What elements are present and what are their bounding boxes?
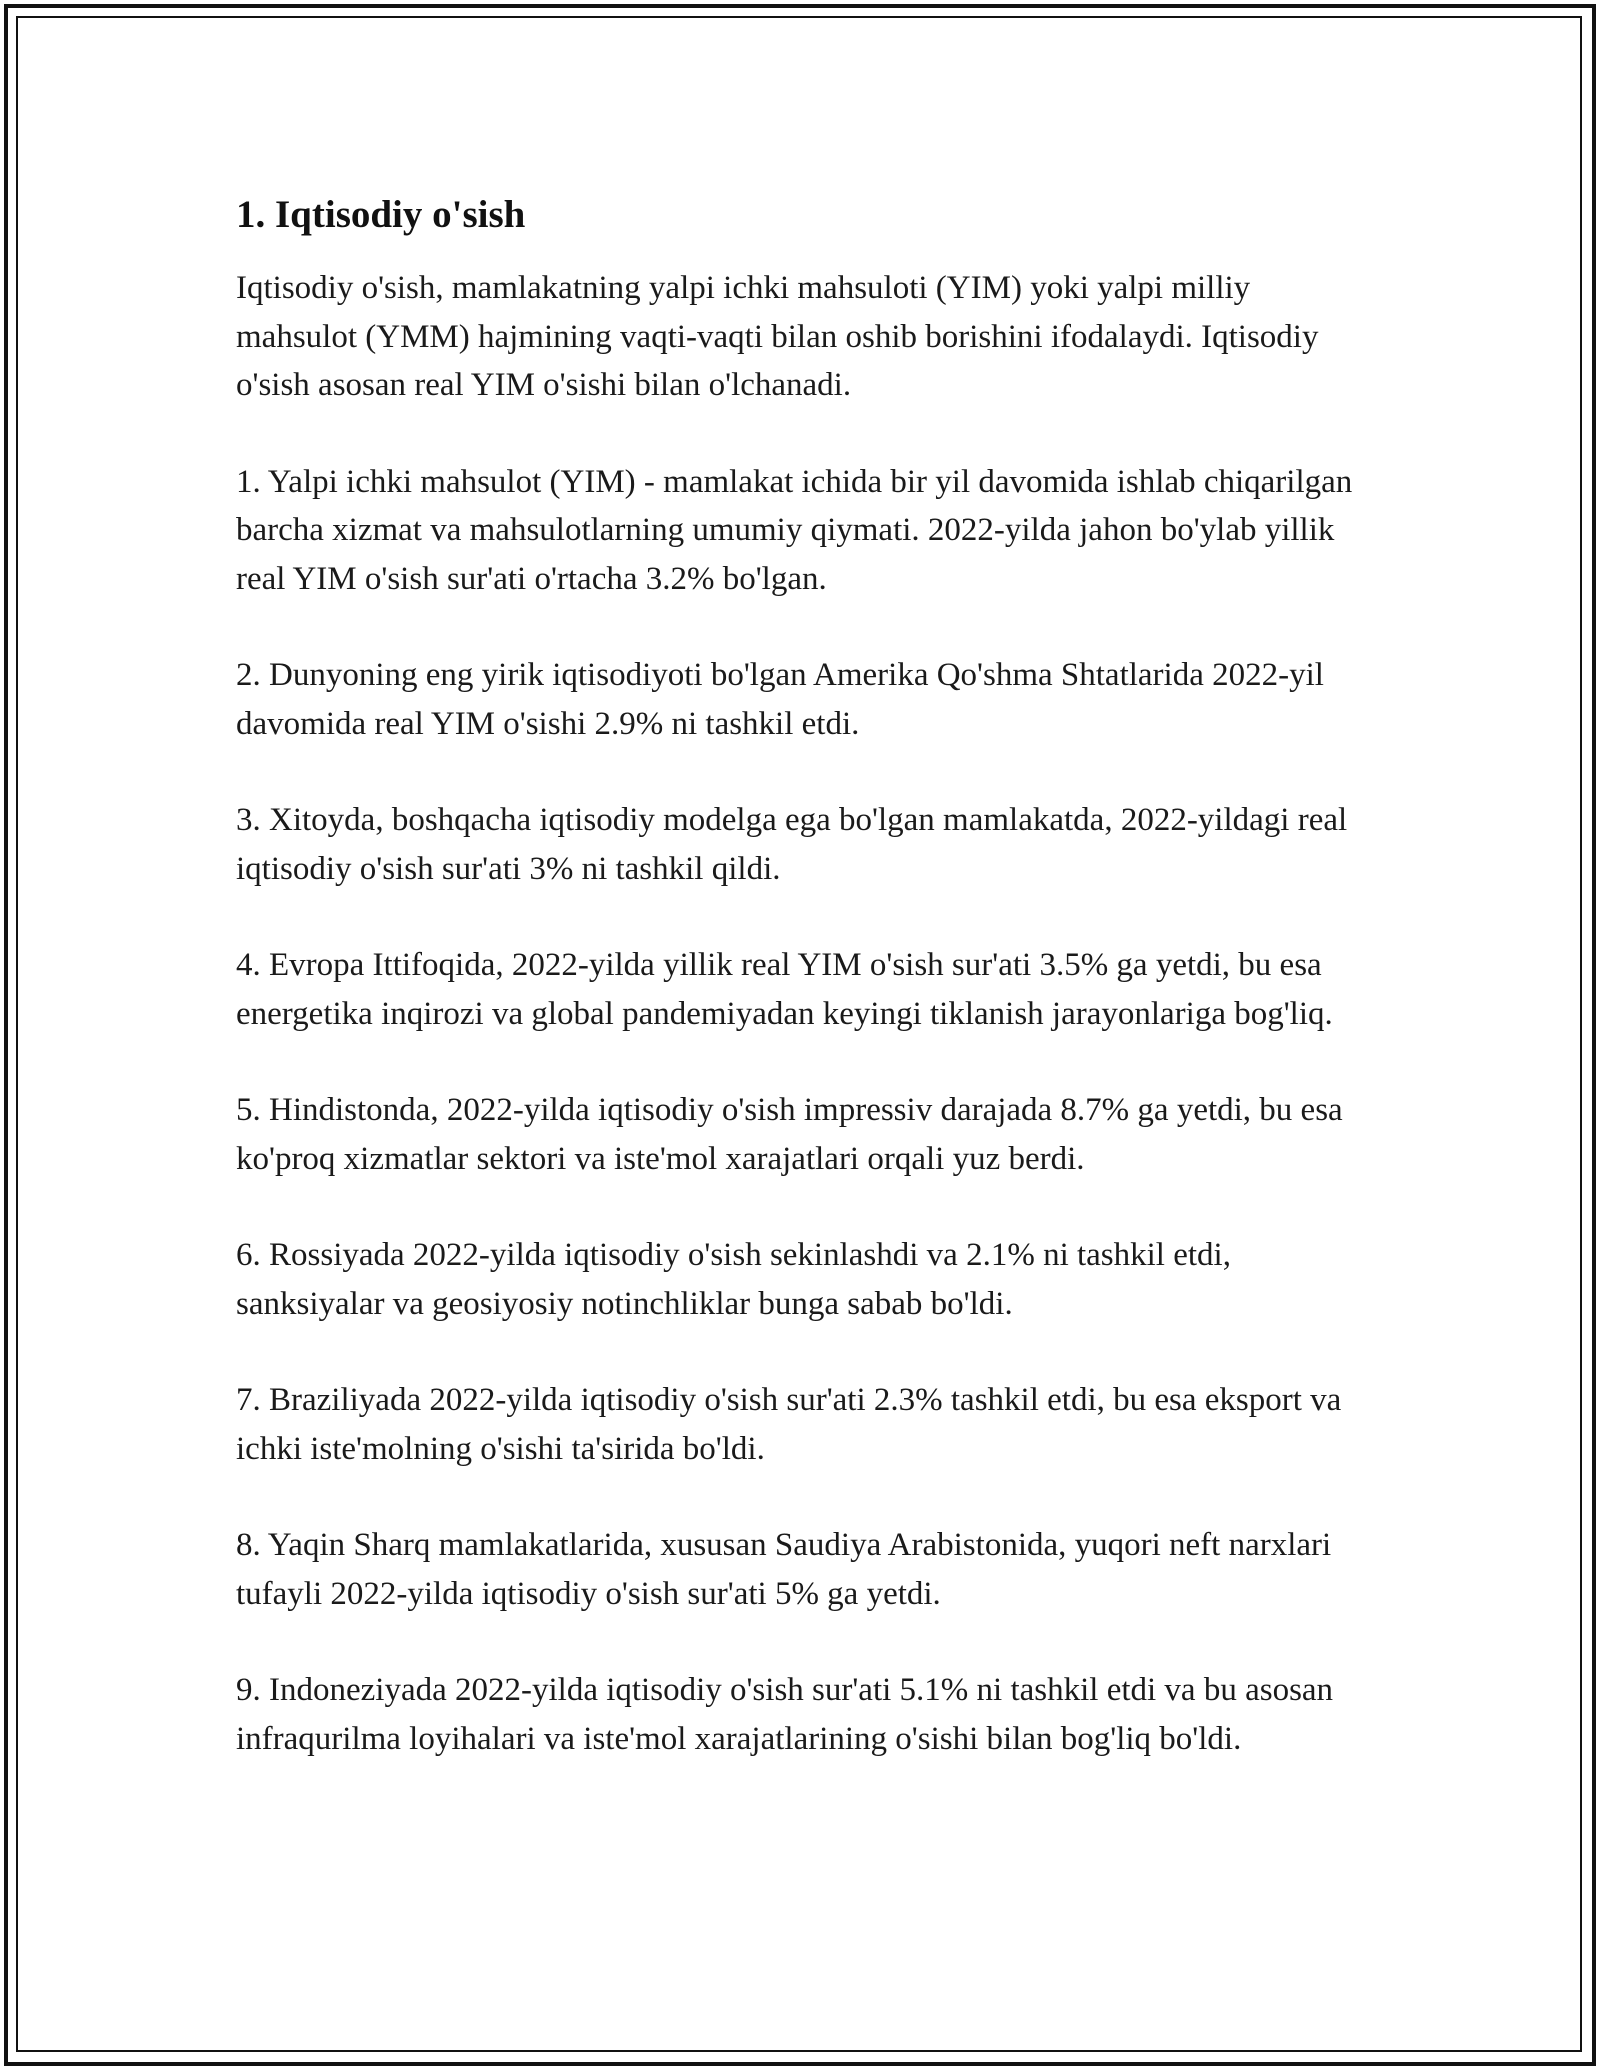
list-item: 4. Evropa Ittifoqida, 2022-yilda yillik real YIM o'sish sur'ati 3.5% ga yetdi, bu esa energetika inqirozi va global pandemiyadan keyingi tiklanish jarayonlariga bog'liq. [236, 947, 1333, 1032]
list-item: 9. Indoneziyada 2022-yilda iqtisodiy o'sish sur'ati 5.1% ni tashkil etdi va bu asosan infraqurilma loyihalari va iste'mol xarajatlarining o'sishi bilan bog'liq bo'ldi. [236, 1672, 1334, 1757]
intro-paragraph: Iqtisodiy o'sish, mamlakatning yalpi ichki mahsuloti (YIM) yoki yalpi milliy mahsulot (YMM) hajmining vaqti-vaqti bilan oshib borishini ifodalaydi. Iqtisodiy o'sish asosan real YIM o'sishi bilan o'lchanadi. [236, 270, 1319, 403]
list-item: 8. Yaqin Sharq mamlakatlarida, xususan Saudiya Arabistonida, yuqori neft narxlari tufayli 2022-yilda iqtisodiy o'sish sur'ati 5% ga yetdi. [236, 1527, 1332, 1612]
list-item: 1. Yalpi ichki mahsulot (YIM) - mamlakat ichida bir yil davomida ishlab chiqarilgan barcha xizmat va mahsulotlarning umumiy qiymati. 2022-yilda jahon bo'ylab yillik real YIM o'sish sur'ati o'rtacha 3.2% bo'lgan. [236, 463, 1353, 597]
document-body [236, 190, 1376, 1811]
list-item: 3. Xitoyda, boshqacha iqtisodiy modelga ega bo'lgan mamlakatda, 2022-yildagi real iqtisodiy o'sish sur'ati 3% ni tashkil qildi. [236, 802, 1348, 887]
section-heading: 1. Iqtisodiy o'sish [236, 193, 526, 236]
list-item: 7. Braziliyada 2022-yilda iqtisodiy o'sish sur'ati 2.3% tashkil etdi, bu esa eksport va ichki iste'molning o'sishi ta'sirida bo'ldi. [236, 1382, 1342, 1467]
list-item: 5. Hindistonda, 2022-yilda iqtisodiy o'sish impressiv darajada 8.7% ga yetdi, bu esa ko'proq xizmatlar sektori va iste'mol xarajatlari orqali yuz berdi. [236, 1092, 1343, 1177]
list-item: 2. Dunyoning eng yirik iqtisodiyoti bo'lgan Amerika Qo'shma Shtatlarida 2022-yil davomida real YIM o'sishi 2.9% ni tashkil etdi. [236, 657, 1324, 742]
list-item: 6. Rossiyada 2022-yilda iqtisodiy o'sish sekinlashdi va 2.1% ni tashkil etdi, sanksiyalar va geosiyosiy notinchliklar bunga sabab bo'ldi. [236, 1237, 1231, 1322]
